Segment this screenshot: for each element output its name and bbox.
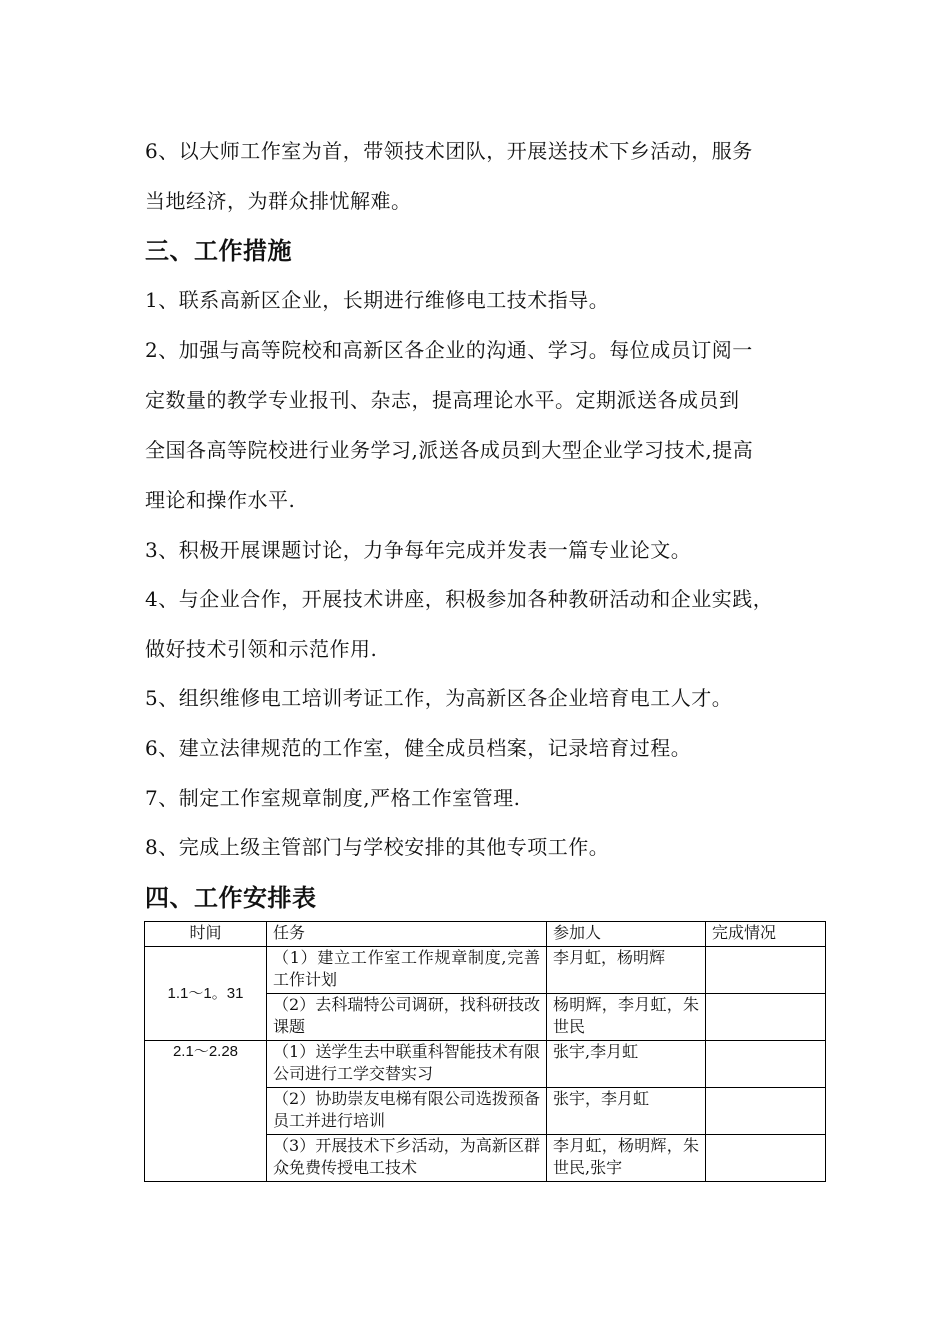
header-status: 完成情况 — [706, 922, 826, 947]
header-time: 时间 — [145, 922, 267, 947]
paragraph-6-line-1: 6、以大师工作室为首，带领技术团队，开展送技术下乡活动，服务 — [145, 139, 753, 163]
task-cell: （2）协助崇友电梯有限公司选拨预备员工并进行培训 — [267, 1088, 547, 1135]
work-schedule-table — [144, 921, 826, 1182]
section-heading-3: 三、工作措施 — [145, 236, 292, 265]
table-row — [145, 947, 826, 994]
section-heading-4: 四、工作安排表 — [145, 883, 317, 912]
task-cell: （1）送学生去中联重科智能技术有限公司进行工学交替实习 — [267, 1041, 547, 1088]
measure-1: 1、联系高新区企业，长期进行维修电工技术指导。 — [145, 288, 610, 312]
time-cell: 2.1～2.28 — [145, 1041, 267, 1182]
table-header-row — [145, 922, 826, 947]
header-task: 任务 — [267, 922, 547, 947]
measure-3: 3、积极开展课题讨论，力争每年完成并发表一篇专业论文。 — [145, 538, 692, 562]
header-participants: 参加人 — [547, 922, 706, 947]
measure-4-line-1: 4、与企业合作，开展技术讲座，积极参加各种教研活动和企业实践， — [145, 587, 774, 611]
measure-5: 5、组织维修电工培训考证工作，为高新区各企业培育电工人才。 — [145, 686, 733, 710]
status-cell — [706, 947, 826, 994]
status-cell — [706, 1041, 826, 1088]
measure-8: 8、完成上级主管部门与学校安排的其他专项工作。 — [145, 835, 610, 859]
table-row — [145, 1041, 826, 1088]
task-cell: （1）建立工作室工作规章制度,完善工作计划 — [267, 947, 547, 994]
measure-2-line-1: 2、加强与高等院校和高新区各企业的沟通、学习。每位成员订阅一 — [145, 338, 753, 362]
participants-cell: 张宇,李月虹 — [547, 1041, 706, 1088]
participants-cell: 李月虹，杨明辉，朱世民,张宇 — [547, 1135, 706, 1182]
measure-7: 7、制定工作室规章制度,严格工作室管理. — [145, 786, 521, 810]
measure-6: 6、建立法律规范的工作室，健全成员档案，记录培育过程。 — [145, 736, 692, 760]
measure-4-line-2: 做好技术引领和示范作用. — [145, 637, 378, 661]
measure-2-line-2: 定数量的教学专业报刊、杂志，提高理论水平。定期派送各成员到 — [145, 388, 740, 412]
time-cell: 1.1～1。31 — [145, 947, 267, 1041]
participants-cell: 杨明辉，李月虹，朱世民 — [547, 994, 706, 1041]
status-cell — [706, 1088, 826, 1135]
task-cell: （3）开展技术下乡活动，为高新区群众免费传授电工技术 — [267, 1135, 547, 1182]
participants-cell: 张宇，李月虹 — [547, 1088, 706, 1135]
task-cell: （2）去科瑞特公司调研，找科研技改课题 — [267, 994, 547, 1041]
status-cell — [706, 994, 826, 1041]
measure-2-line-3: 全国各高等院校进行业务学习,派送各成员到大型企业学习技术,提高 — [145, 438, 754, 462]
paragraph-6-line-2: 当地经济，为群众排忧解难。 — [145, 189, 412, 213]
participants-cell: 李月虹，杨明辉 — [547, 947, 706, 994]
status-cell — [706, 1135, 826, 1182]
measure-2-line-4: 理论和操作水平. — [145, 488, 296, 512]
